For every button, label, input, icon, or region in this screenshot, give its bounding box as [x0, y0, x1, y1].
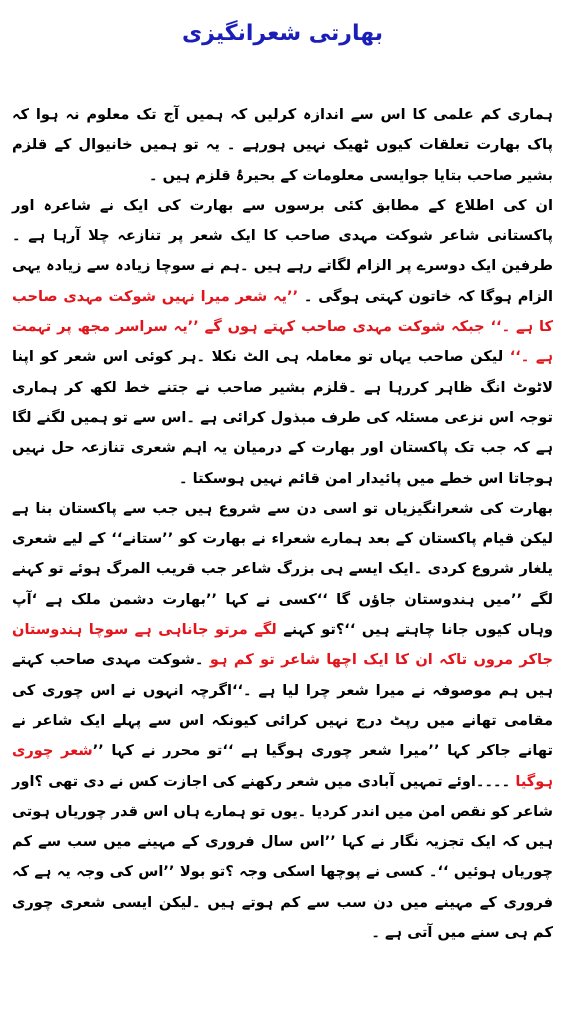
- paragraph-text: ان کی اطلاع کے مطابق کئی برسوں سے بھارت کی ایک نے شاعرہ اور پاکستانی شاعر شوکت مہدی صاحب کا ایک شعر پر تنازعہ چلا آرہا ہے ۔طرفین ایک دوسرے پر الزام لگاتے رہے ہیں ۔ہم نے سوچا زیادہ سے زیادہ یہی الزام ہوگا کہ خاتون کہتی ہوگی ۔: [12, 196, 553, 305]
- paragraph-text: ہماری کم علمی کا اس سے اندازہ کرلیں کہ ہمیں آج تک معلوم نہ ہوا کہ پاک بھارت تعلقات کیوں ٹھیک نہیں ہورہے ۔ یہ تو ہمیں خانیوال کے قلزم بشیر صاحب بتایا جوایسی معلومات کے بحیرۂ قلزم ہیں ۔: [12, 106, 553, 184]
- paragraph-text: بھارت کی شعرانگیزیاں تو اسی دن سے شروع ہیں جب سے پاکستان بنا ہے لیکن قیام پاکستان کے بعد ہمارے شعراء نے بھارت کو ’’ستانے‘‘ کے لیے شعری یلغار شروع کردی ۔ایک ایسے ہی بزرگ شاعر جب قریب المرگ ہوئے تو کہنے لگے ’’میں ہندوستان جاؤں گا ‘‘کسی نے کہا ’’بھارت دشمن ملک ہے ‘آپ وہاں کیوں جانا چاہتے ہیں ‘‘؟تو کہنے: [12, 499, 553, 639]
- highlighted-quote: لگے مرتو جاناہی ہے سوچا ہندوستان جاکر مروں تاکہ ان کا ایک اچھا شاعر تو کم ہو: [12, 621, 553, 669]
- paragraph-text: ۔۔۔۔اوئے تمہیں آبادی میں شعر رکھنے کی اجازت کس نے دی تھی ؟اور شاعر کو نقص امن میں اندر کردیا ۔یوں تو ہمارے ہاں اس قدر چوریاں ہوتی ہیں کہ ایک تجزیہ نگار نے کہا ’’اس سال فروری کے مہینے میں سب سے کم چوریاں ہوئیں ‘‘۔ کسی نے پوچھا اسکی وجہ ؟تو بولا ’’اس کی وجہ یہ ہے کہ فروری کے مہینے میں دن سب سے کم ہوتے ہیں ۔لیکن ایسی شعری چوری کم ہی سنے میں آتی ہے ۔: [12, 772, 553, 942]
- article-paragraph: [12, 494, 553, 948]
- paragraph-text: لیکن صاحب یہاں تو معاملہ ہی الٹ نکلا ۔ہر کوئی اس شعر کو اپنا لاٹوٹ انگ ظاہر کررہا ہے ۔قلزم بشیر صاحب نے جتنے خط لکھ کر ہماری توجہ اس نزعی مسئلہ کی طرف مبذول کرائی ہے ۔اس سے تو ہمیں لگنے لگا ہے کہ جب تک پاکستان اور بھارت کے درمیان یہ اہم شعری تنازعہ حل نہیں ہوجاتا اس خطے میں پائیدار امن قائم نہیں ہوسکتا ۔: [12, 348, 553, 487]
- paragraph-text: ۔شوکت مہدی صاحب کہتے ہیں ہم موصوفہ نے میرا شعر چرا لیا ہے ۔‘‘اگرچہ انہوں نے اس چوری کی مقامی تھانے میں رپٹ درج نہیں کرائی کیونکہ اس سے پہلے ایک شاعر نے تھانے جاکر کہا ’’میرا شعر چوری ہوگیا ہے ‘‘تو محرر نے کہا ’’: [12, 651, 553, 760]
- article-title: بھارتی شعرانگیزی: [181, 21, 384, 46]
- highlighted-quote: ’’یہ شعر میرا نہیں شوکت مہدی صاحب کا ہے ۔‘‘ جبکہ شوکت مہدی صاحب کہتے ہوں گے ’’یہ سراسر مجھ پر تہمت ہے ۔‘‘: [12, 287, 553, 366]
- highlighted-quote: شعر چوری ہوگیا: [12, 742, 553, 790]
- article-body: [12, 100, 553, 948]
- article-paragraph: [12, 191, 553, 494]
- article-paragraph: [12, 100, 553, 191]
